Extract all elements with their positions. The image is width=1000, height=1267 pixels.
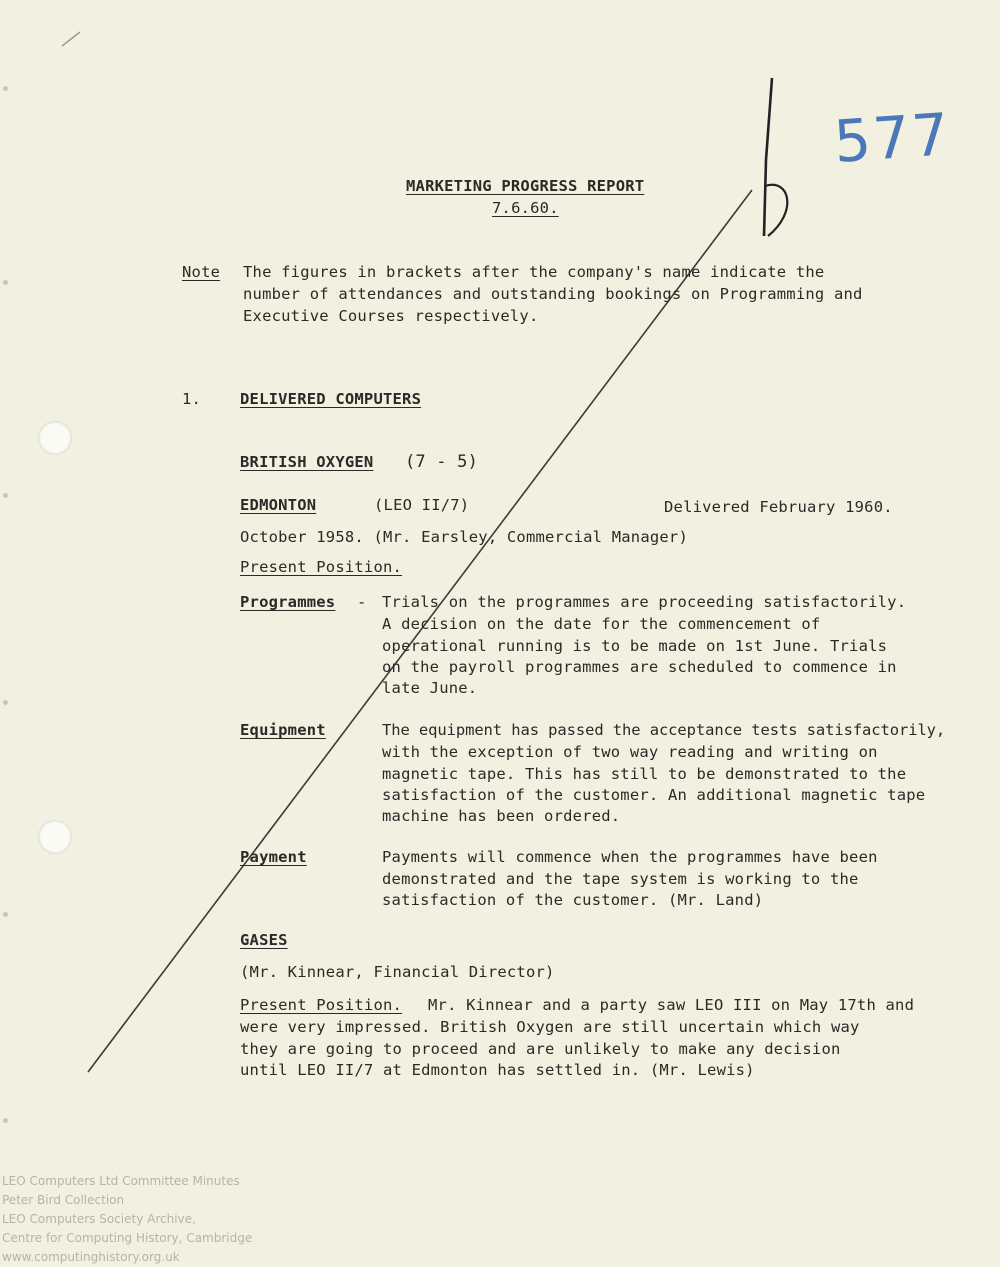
note-label: Note [182,263,221,281]
equipment-line: The equipment has passed the acceptance tests satisfactorily, [382,721,946,739]
report-date: 7.6.60. [492,199,559,217]
equipment-label: Equipment [240,721,326,739]
section-number: 1. [182,390,202,408]
programmes-line: A decision on the date for the commencement of [382,615,821,633]
present-position-heading: Present Position. [240,996,403,1014]
customer-name: GASES [240,931,288,949]
archive-credit: LEO Computers Ltd Committee Minutes [2,1174,240,1188]
delivery-date: Delivered February 1960. [664,498,893,516]
programmes-line: on the payroll programmes are scheduled to commence in [382,658,897,676]
programmes-dash: - [357,593,367,611]
position-line: until LEO II/7 at Edmonton has settled in. (Mr. Lewis) [240,1061,755,1079]
equipment-line: with the exception of two way reading and writing on [382,743,878,761]
contact-line: (Mr. Kinnear, Financial Director) [240,963,555,981]
note-line: number of attendances and outstanding bookings on Programming and [243,285,863,303]
payment-line: satisfaction of the customer. (Mr. Land) [382,891,764,909]
handwritten-b-stem [764,78,772,236]
position-line: Mr. Kinnear and a party saw LEO III on May 17th and [428,996,915,1014]
payment-label: Payment [240,848,307,866]
equipment-line: magnetic tape. This has still to be demonstrated to the [382,765,907,783]
course-figures: (7 - 5) [405,452,479,472]
handwritten-page-number: 577 [831,100,953,176]
programmes-line: Trials on the programmes are proceeding satisfactorily. [382,593,907,611]
equipment-line: satisfaction of the customer. An additional magnetic tape [382,786,926,804]
machine-ref: (LEO II/7) [374,496,470,514]
programmes-label: Programmes [240,593,336,611]
site-name: EDMONTON [240,496,317,514]
archive-credit: Peter Bird Collection [2,1193,125,1207]
programmes-line: late June. [382,679,478,697]
order-line: October 1958. (Mr. Earsley, Commercial Manager) [240,528,688,546]
archive-credit: LEO Computers Society Archive, [2,1212,196,1226]
report-title: MARKETING PROGRESS REPORT [406,177,645,195]
note-line: The figures in brackets after the company's name indicate the [243,263,825,281]
archive-credit: Centre for Computing History, Cambridge [2,1231,253,1245]
payment-line: Payments will commence when the programmes have been [382,848,878,866]
programmes-line: operational running is to be made on 1st June. Trials [382,637,888,655]
position-line: they are going to proceed and are unlikely to make any decision [240,1040,841,1058]
section-title: DELIVERED COMPUTERS [240,390,422,408]
archive-credit: www.computinghistory.org.uk [2,1250,180,1264]
equipment-line: machine has been ordered. [382,807,621,825]
payment-line: demonstrated and the tape system is working to the [382,870,859,888]
note-line: Executive Courses respectively. [243,307,539,325]
position-line: were very impressed. British Oxygen are still uncertain which way [240,1018,860,1036]
handwritten-b-bowl [765,185,787,236]
customer-name: BRITISH OXYGEN [240,453,374,471]
present-position-heading: Present Position. [240,558,403,576]
corner-pencil-mark [62,32,80,46]
